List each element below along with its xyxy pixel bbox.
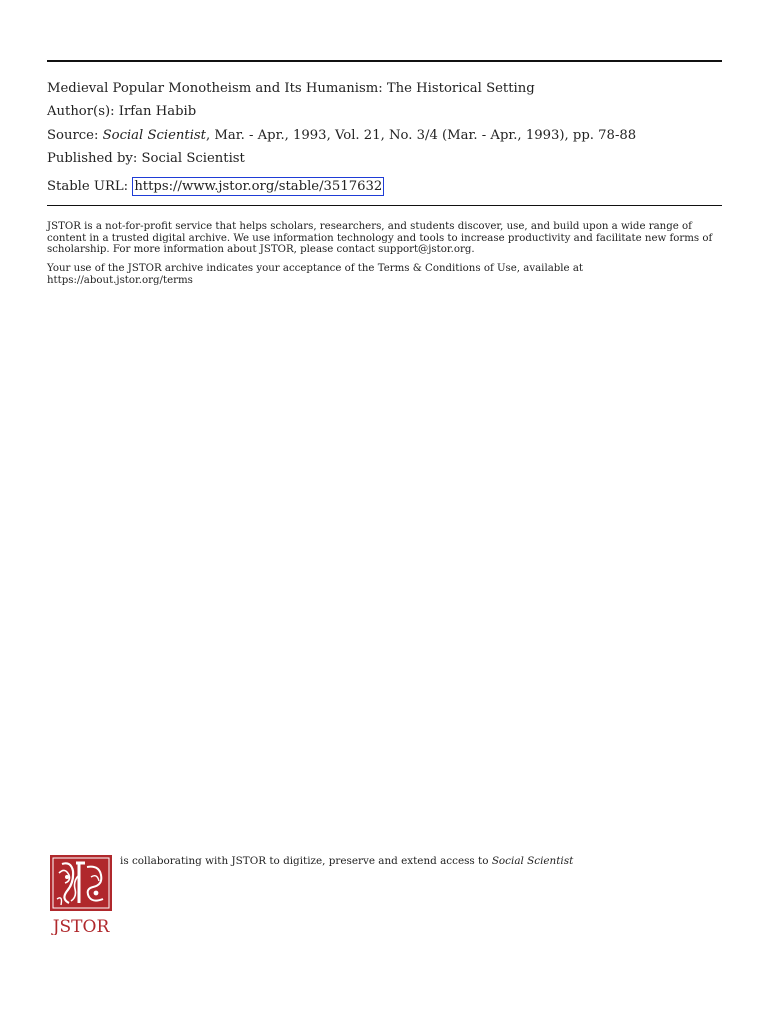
terms-notice: Your use of the JSTOR archive indicates your acceptance of the Terms & Conditions of Use, available at https://about.jstor.org/terms [47,263,583,286]
collaboration-text: is collaborating with JSTOR to digitize, preserve and extend access to [120,855,489,867]
article-title: Medieval Popular Monotheism and Its Humanism: The Historical Setting [47,81,535,96]
jstor-logo [49,855,115,935]
authors-label: Author(s): [47,104,115,119]
stable-url-line [47,177,384,196]
jstor-logo-text: JSTOR [52,917,110,935]
source-details: , Mar. - Apr., 1993, Vol. 21, No. 3/4 (Mar. - Apr., 1993), pp. 78-88 [205,128,637,143]
stable-url-link[interactable]: https://www.jstor.org/stable/3517632 [134,179,383,194]
collaboration-note [120,855,573,868]
jstor-logo-icon [49,855,115,935]
publisher-line [47,150,245,167]
authors-value: Irfan Habib [118,104,197,119]
publisher-value: Social Scientist [141,151,245,166]
section-rule [47,205,722,206]
collaboration-journal: Social Scientist [491,855,574,867]
stable-url-label: Stable URL: [47,179,129,194]
top-rule [47,60,722,62]
source-line [47,127,636,144]
jstor-notice: JSTOR is a not-for-profit service that helps scholars, researchers, and students discover, use, and build upon a wide range of content in a trusted digital archive. We use information technology and tools to increase productivity and facilitate new forms of scholarship. For more information about JSTOR, please contact support@jstor.org. [47,221,713,255]
source-label: Source: [47,128,99,143]
publisher-label: Published by: [47,151,138,166]
journal-name: Social Scientist [102,128,206,143]
authors-line [47,103,196,120]
